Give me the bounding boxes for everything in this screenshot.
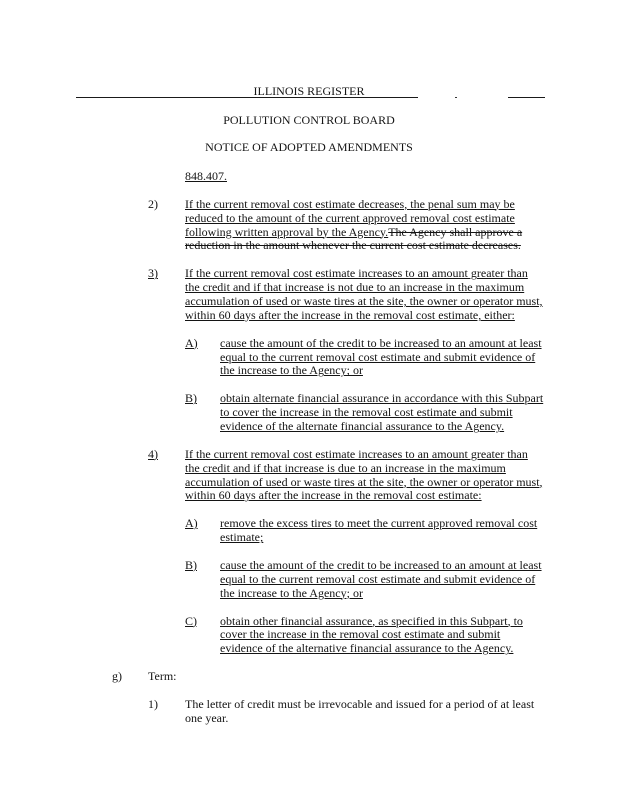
blank-line <box>0 184 618 198</box>
item-3b-text: evidence of the alternate financial assurance to the Agency. <box>220 419 505 434</box>
item-3-text: accumulation of used or waste tires at the site, the owner or operator must, <box>185 294 543 309</box>
section-reference: 848.407. <box>185 169 227 183</box>
item-3-text: within 60 days after the increase in the removal cost estimate, either: <box>185 307 515 322</box>
item-2-line <box>0 239 618 253</box>
item-3-line <box>0 295 618 309</box>
item-3-text: the credit and if that increase is not due to an increase in the maximum <box>185 280 525 295</box>
item-2-line <box>0 212 618 226</box>
item-3a-text: the increase to the Agency; or <box>220 363 363 378</box>
item-3b-label: B) <box>185 391 197 406</box>
item-4-line <box>0 462 618 476</box>
item-g1-text: one year. <box>185 710 229 725</box>
item-3b-text: to cover the increase in the removal cost estimate and submit <box>220 405 513 420</box>
item-4-text: accumulation of used or waste tires at the site, the owner or operator must, <box>185 474 543 489</box>
blank-line <box>0 323 618 337</box>
item-3a-text: equal to the current removal cost estimate and submit evidence of <box>220 349 536 364</box>
blank-line <box>0 503 618 517</box>
item-3-line <box>0 281 618 295</box>
item-4b-line <box>0 573 618 587</box>
item-4-text: the credit and if that increase is due to an increase in the maximum <box>185 460 506 475</box>
item-4c-label: C) <box>185 613 197 628</box>
item-2-line <box>0 226 618 240</box>
item-g1-line <box>0 712 618 726</box>
item-4-text: If the current removal cost estimate increases to an amount greater than <box>185 446 528 461</box>
item-4c-line <box>0 615 618 629</box>
item-3a-label: A) <box>185 335 198 350</box>
subsection-g-heading: Term: <box>148 669 177 684</box>
item-2-added-text: reduced to the amount of the current approved removal cost estimate <box>185 210 515 225</box>
item-2-deleted-text: reduction in the amount whenever the current cost estimate decreases. <box>185 238 521 253</box>
item-4-label: 4) <box>148 446 158 461</box>
notice-title: NOTICE OF ADOPTED AMENDMENTS <box>205 140 413 154</box>
item-3-line <box>0 267 618 281</box>
item-3-label: 3) <box>148 266 158 281</box>
blank-line <box>0 434 618 448</box>
item-3b-text: obtain alternate financial assurance in accordance with this Subpart <box>220 391 544 406</box>
item-4c-text: cover the increase in the removal cost estimate and submit <box>220 627 501 642</box>
item-4a-text: estimate; <box>220 530 264 545</box>
item-4-line <box>0 489 618 503</box>
item-3a-line <box>0 337 618 351</box>
item-4a-line <box>0 517 618 531</box>
item-4-line <box>0 448 618 462</box>
item-g1-line <box>0 698 618 712</box>
item-4a-label: A) <box>185 516 198 531</box>
register-title: ILLINOIS REGISTER <box>253 84 365 98</box>
item-4b-line <box>0 587 618 601</box>
item-3a-line <box>0 351 618 365</box>
item-4b-text: equal to the current removal cost estimate and submit evidence of <box>220 571 536 586</box>
subsection-g-label: g) <box>112 669 122 684</box>
blank-line <box>0 378 618 392</box>
item-4a-line <box>0 531 618 545</box>
blank-line <box>0 684 618 698</box>
item-3b-line <box>0 420 618 434</box>
item-3b-line <box>0 392 618 406</box>
item-2-label: 2) <box>148 196 158 211</box>
item-2-line <box>0 198 618 212</box>
item-g1-label: 1) <box>148 696 158 711</box>
item-3a-line <box>0 364 618 378</box>
item-3-text: If the current removal cost estimate increases to an amount greater than <box>185 266 528 281</box>
item-4c-text: evidence of the alternative financial assurance to the Agency. <box>220 641 514 656</box>
item-3b-line <box>0 406 618 420</box>
blank-line <box>0 253 618 267</box>
item-4-text: within 60 days after the increase in the removal cost estimate: <box>185 488 482 503</box>
blank-line <box>0 656 618 670</box>
item-4c-line <box>0 642 618 656</box>
item-4b-text: cause the amount of the credit to be increased to an amount at least <box>220 557 542 572</box>
document-body <box>0 170 618 726</box>
item-2-deleted-text: The Agency shall approve a <box>388 224 523 239</box>
item-3-line <box>0 309 618 323</box>
item-4b-line <box>0 559 618 573</box>
item-4c-line <box>0 628 618 642</box>
board-name: POLLUTION CONTROL BOARD <box>223 113 395 127</box>
item-4c-text: obtain other financial assurance, as specified in this Subpart, to <box>220 613 523 628</box>
blank-line <box>0 601 618 615</box>
section-reference-line <box>0 170 618 184</box>
item-2-added-text: following written approval by the Agency. <box>185 224 389 239</box>
item-4-line <box>0 476 618 490</box>
subsection-g-line <box>0 670 618 684</box>
item-4b-text: the increase to the Agency; or <box>220 585 363 600</box>
item-4a-text: remove the excess tires to meet the current approved removal cost <box>220 516 538 531</box>
item-g1-text: The letter of credit must be irrevocable and issued for a period of at least <box>185 696 535 711</box>
item-3a-text: cause the amount of the credit to be increased to an amount at least <box>220 335 542 350</box>
blank-line <box>0 545 618 559</box>
item-4b-label: B) <box>185 557 197 572</box>
item-2-added-text: If the current removal cost estimate decreases, the penal sum may be <box>185 196 515 211</box>
